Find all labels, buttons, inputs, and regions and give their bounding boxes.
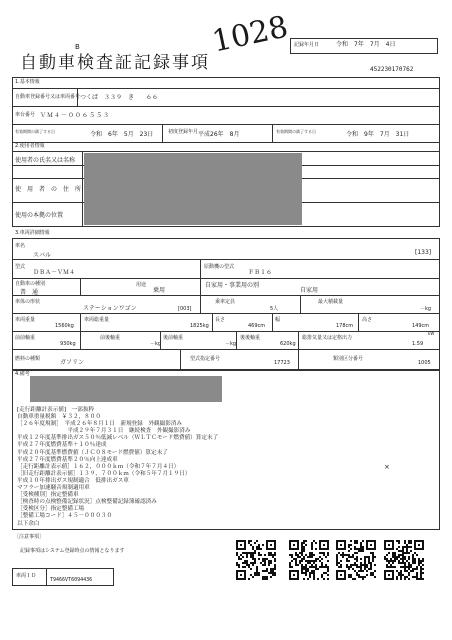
length-value: 469cm (248, 323, 266, 329)
height-label: 高さ (362, 317, 373, 323)
category-value: 1005 (418, 360, 431, 366)
maker-value: スバル (33, 252, 52, 259)
gross-value: 1825kg (190, 323, 209, 329)
body-value: ステーションワゴン (83, 305, 137, 312)
remark-line: 平成１０年排出ガス規制適合 低排出ガス車 (17, 477, 129, 484)
document-number: 452230170762 (370, 66, 414, 73)
redacted-user-info (84, 153, 302, 225)
maker-label: 車名 (15, 243, 26, 249)
issue-date-label: 記録年月日 (294, 42, 320, 48)
remark-line: 平成２７年度燃費基準２０％向上達成車 (17, 456, 118, 463)
rear-front-value: －kg (225, 341, 237, 347)
qr-code-2 (289, 540, 329, 580)
user-base-label: 使用の本拠の位置 (15, 212, 64, 219)
remark-line: ［検査時の点検整備記録状況］点検整備記録簿確認済み (17, 499, 157, 506)
weight-value: 1560kg (55, 323, 74, 329)
fuel-label: 燃料の種類 (15, 356, 41, 362)
remark-line: 平成１２年度基準排出ガス５０％低減レベル（ＷＬＴＣモード燃費値）算定未了 (17, 435, 219, 442)
remark-line: [走行距離計表示値] 一部抜粋 (17, 407, 95, 413)
weight-label: 車両重量 (15, 317, 36, 323)
redacted-remarks-header (30, 376, 222, 402)
model-value: ＤＢＡ－ＶＭ４ (33, 269, 76, 276)
notice-text: 記録事項はシステム登録時点の情報となります (20, 548, 125, 554)
expiry-value: 令和 9年 7月 31日 (346, 131, 410, 138)
reg-value: つくば ３３９ き ６６ (80, 94, 159, 101)
user-address-label: 使 用 者 の 住 所 (15, 186, 82, 193)
remark-line: マフラー加速騒音規制適用車 (17, 485, 90, 492)
front-axle-label: 前前軸重 (15, 335, 36, 341)
width-value: 178cm (336, 323, 354, 329)
remark-line: 自動車重量税額 ￥３２，８００ (17, 414, 101, 421)
section4-heading: 4.備考 (15, 371, 30, 377)
fuel-value: ガソリン (60, 359, 85, 366)
remarks-list (17, 407, 387, 528)
front-rear-value: －kg (150, 341, 162, 347)
use-label: 用途 (136, 282, 147, 288)
height-value: 149cm (412, 323, 430, 329)
first-reg-value: 平成26年 8月 (198, 131, 240, 138)
width-label: 幅 (275, 317, 281, 323)
remark-line: 平成２７年度燃費基準＋１０％達成 (17, 442, 107, 449)
remark-line: ［旧走行距離計表示値］１３９，７００ｋｍ（令和５年７月１９日） (17, 470, 191, 477)
remark-line: ［受検区分］指定整備工場 (17, 506, 85, 513)
engine-label: 原動機の型式 (204, 264, 235, 270)
expiry-label: 有効期間の満了する日 (276, 129, 316, 134)
body-code: [003] (178, 306, 192, 312)
remark-line: ［２６年度規制］ 平成２６年８月１日 新規登録 外観撮影済み (17, 421, 183, 428)
front-rear-label: 前後軸重 (100, 335, 121, 341)
body-label: 車体の形状 (15, 299, 41, 305)
rear-front-label: 後前軸重 (163, 335, 184, 341)
qr-code-3 (336, 540, 376, 580)
remark-line: 平成２０年度基準燃費値（ＪＣ０８モード燃費値）算定未了 (17, 449, 168, 456)
qr-code-4 (384, 540, 424, 580)
remark-line: 平成２９年７月３１日 継続検査 外観撮影済み (17, 428, 191, 435)
chassis-label: 車台番号 (15, 112, 36, 118)
capacity-value: 5人 (270, 306, 279, 312)
section1-heading: 1.基本情報 (15, 79, 40, 85)
model-label: 型式 (15, 264, 26, 270)
chassis-value: ＶＭ４－００６５５３ (40, 112, 111, 119)
category-label: 類別区分番号 (333, 356, 364, 362)
length-label: 長さ (215, 317, 226, 323)
valid-label: 有効期間の満了する日 (15, 129, 55, 134)
valid-value: 令和 6年 5月 23日 (90, 131, 154, 138)
private-label: 自家用・事業用の別 (205, 282, 260, 289)
rear-rear-label: 後後軸重 (240, 335, 261, 341)
user-name-label: 使用者の氏名又は名称 (15, 157, 76, 164)
displacement-label: 総排気量又は定格出力 (302, 335, 353, 341)
front-axle-value: 930kg (60, 341, 76, 347)
handwritten-number: 1028 (209, 9, 292, 60)
remark-line: ［整備工場コード］４５－０００３０ (17, 513, 113, 520)
remark-line: 以下余白 (17, 520, 40, 527)
private-value: 自家用 (300, 287, 319, 294)
form-letter: B (75, 43, 80, 51)
capacity-label: 乗車定員 (215, 299, 236, 305)
type-label: 自動車の種別 (15, 281, 46, 287)
notice-heading: ［注意事項］ (14, 534, 45, 540)
car-id-label: 車両ＩＤ (16, 573, 37, 579)
gross-label: 車両総重量 (84, 317, 110, 323)
maker-code: [133] (415, 249, 432, 256)
engine-value: ＦＢ１６ (248, 269, 273, 276)
displacement-unit: kW (428, 331, 435, 336)
qr-code-1 (236, 540, 276, 580)
remark-line: ［走行距離計表示値］１６２，０００ｋｍ（令和７年７月４日） (17, 463, 180, 470)
issue-date-value: 令和 7年 7月 4日 (336, 41, 396, 48)
displacement-value: 1.59 (412, 341, 424, 347)
remarks-close-mark: × (384, 463, 390, 471)
designation-label: 型式指定番号 (190, 356, 221, 362)
use-value: 乗用 (153, 287, 166, 294)
designation-value: 17723 (274, 360, 290, 366)
first-reg-label: 初度登録年月 (168, 129, 199, 135)
remark-line: ［受検種別］指定整備車 (17, 492, 79, 499)
reg-label: 自動車登録番号又は車両番号 (15, 94, 81, 100)
section2-heading: 2.使用者情報 (15, 143, 45, 149)
type-value: 普 通 (20, 289, 39, 296)
rear-rear-value: 620kg (280, 341, 296, 347)
page-title: 自動車検査証記録事項 (20, 53, 210, 73)
car-id-value: T9466VT6094436 (50, 577, 93, 583)
max-load-label: 最大積載量 (318, 299, 344, 305)
max-load-value: －kg (420, 306, 432, 312)
section3-heading: 3.車両詳細情報 (15, 230, 50, 236)
